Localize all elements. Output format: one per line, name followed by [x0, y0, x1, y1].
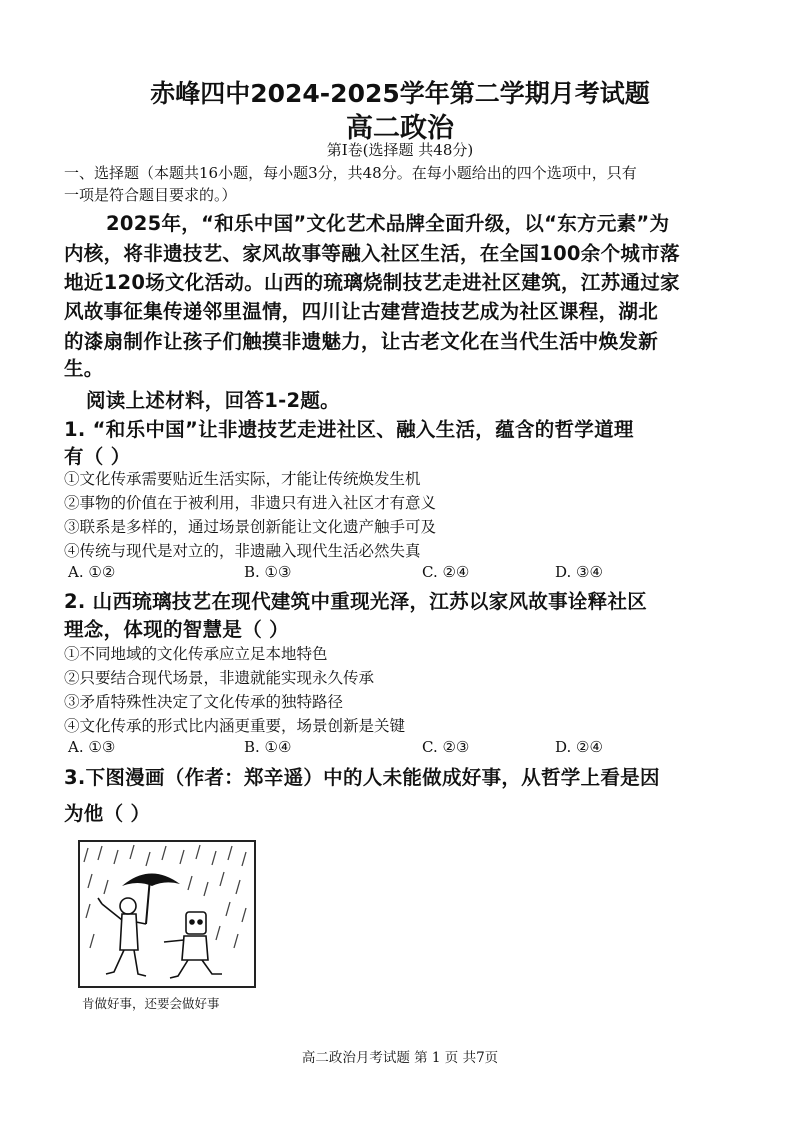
- page-footer: 高二政治月考试题 第 1 页 共7页: [301, 1050, 499, 1066]
- q1-stem-line-1: 1. “和乐中国”让非遗技艺走进社区、融入生活，蕴含的哲学道理: [64, 418, 634, 441]
- instructions-line-2: 一项是符合题目要求的。）: [64, 186, 237, 204]
- q2-choice-b[interactable]: B. ①④: [244, 738, 292, 756]
- instructions-line-1: 一、选择题（本题共16小题，每小题3分，共48分。在每小题给出的四个选项中，只有: [64, 164, 637, 182]
- q2-choice-d[interactable]: D. ②④: [555, 738, 603, 756]
- cartoon-caption: 肯做好事，还要会做好事: [82, 996, 220, 1011]
- material-line-2: 内核，将非遗技艺、家风故事等融入社区生活，在全国100余个城市落: [64, 242, 680, 265]
- q1-statement-4: ④传统与现代是对立的，非遗融入现代生活必然失真: [64, 542, 421, 560]
- q2-statement-3: ③矛盾特殊性决定了文化传承的独特路径: [64, 693, 344, 711]
- q1-stem-line-2: 有（ ）: [64, 445, 131, 468]
- q1-statement-3: ③联系是多样的，通过场景创新能让文化遗产触手可及: [64, 518, 437, 536]
- cartoon-image: [78, 840, 256, 988]
- q2-statement-1: ①不同地域的文化传承应立足本地特色: [64, 645, 328, 663]
- q1-statement-2: ②事物的价值在于被利用，非遗只有进入社区才有意义: [64, 494, 437, 512]
- cartoon-drawing: [80, 842, 254, 986]
- material-prompt: 阅读上述材料，回答1-2题。: [86, 389, 340, 412]
- person-right: [164, 912, 222, 978]
- q1-statement-1: ①文化传承需要贴近生活实际，才能让传统焕发生机: [64, 470, 421, 488]
- q1-choice-a[interactable]: A. ①②: [68, 563, 116, 581]
- q2-choice-a[interactable]: A. ①③: [68, 738, 116, 756]
- material-line-1: 2025年，“和乐中国”文化艺术品牌全面升级，以“东方元素”为: [106, 212, 670, 235]
- q3-stem-line-1: 3.下图漫画（作者：郑辛遥）中的人未能做成好事，从哲学上看是因: [64, 766, 660, 789]
- q2-statement-2: ②只要结合现代场景，非遗就能实现永久传承: [64, 669, 375, 687]
- subject-title: 高二政治: [346, 113, 454, 144]
- person-left: [98, 898, 146, 976]
- section-heading: 第Ⅰ卷(选择题 共48分): [326, 141, 474, 159]
- q1-choice-b[interactable]: B. ①③: [244, 563, 292, 581]
- material-line-6: 生。: [64, 357, 104, 380]
- q2-stem-line-2: 理念，体现的智慧是（ ）: [64, 618, 289, 641]
- q2-statement-4: ④文化传承的形式比内涵更重要，场景创新是关键: [64, 717, 406, 735]
- rain-strokes: [84, 845, 246, 948]
- q2-stem-line-1: 2. 山西琉璃技艺在现代建筑中重现光泽，江苏以家风故事诠释社区: [64, 590, 648, 613]
- q1-choice-d[interactable]: D. ③④: [555, 563, 603, 581]
- q1-choice-c[interactable]: C. ②④: [422, 563, 470, 581]
- material-line-4: 风故事征集传递邻里温情，四川让古建营造技艺成为社区课程，湖北: [64, 300, 659, 323]
- q2-choice-c[interactable]: C. ②③: [422, 738, 470, 756]
- q3-stem-line-2: 为他（ ）: [64, 802, 151, 825]
- exam-title: 赤峰四中2024-2025学年第二学期月考试题: [150, 79, 650, 108]
- material-line-3: 地近120场文化活动。山西的琉璃烧制技艺走进社区建筑，江苏通过家: [64, 271, 680, 294]
- material-line-5: 的漆扇制作让孩子们触摸非遗魅力，让古老文化在当代生活中焕发新: [64, 330, 659, 353]
